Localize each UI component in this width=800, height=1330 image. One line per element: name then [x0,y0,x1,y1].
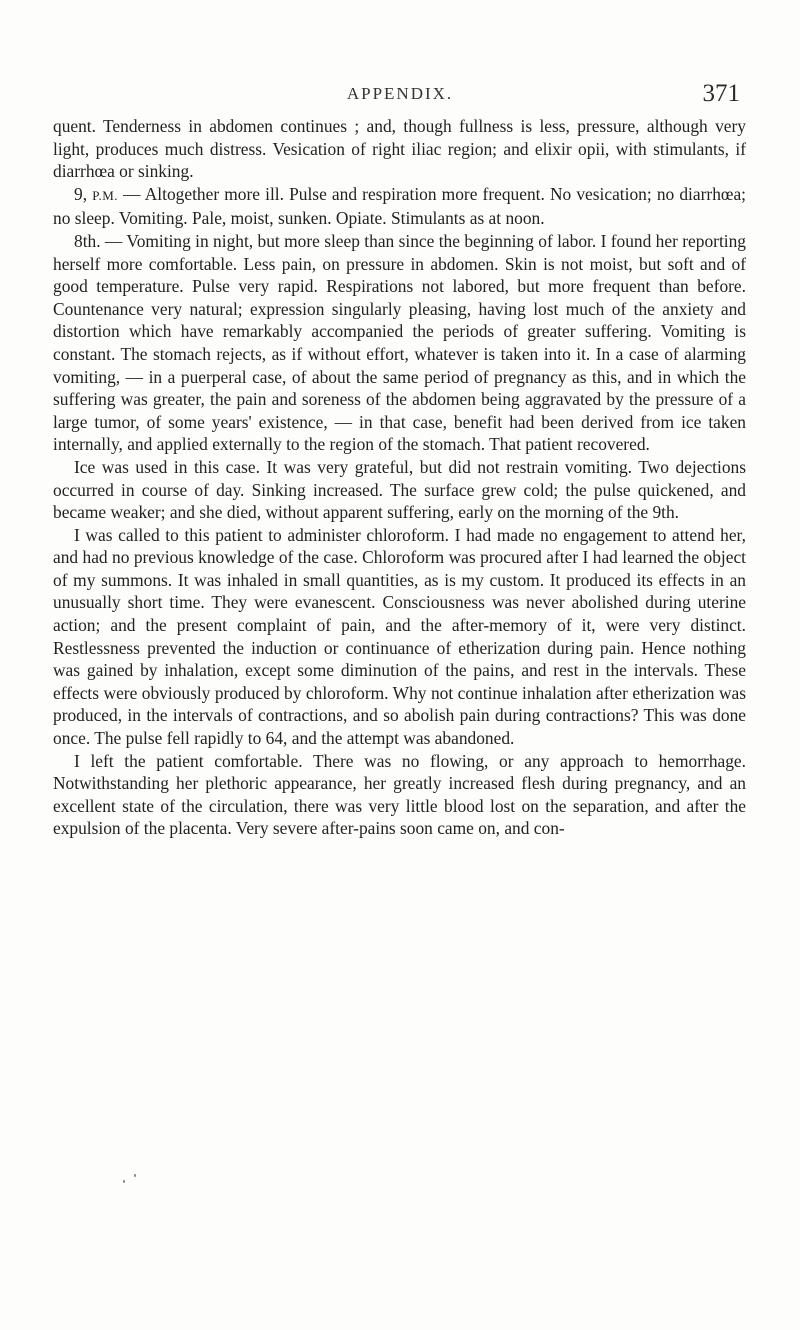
scan-speck [123,1180,125,1183]
page-number: 371 [702,80,740,107]
running-head [0,82,800,112]
paragraph-text: quent. Tenderness in abdomen continues ; and, though fullness is less, pressure, although very light, produces much distress. Vesication of right iliac region; and elixir opii, with stimulants, if diarrhœa or sinking. [53,116,746,182]
body-text [53,115,746,840]
paragraph [53,750,746,840]
paragraph-lead: 9, [74,183,93,204]
paragraph [53,456,746,524]
paragraph-text: 8th. — Vomiting in night, but more sleep than since the beginning of labor. I found her reporting herself more comfortable. Less pain, on pressure in abdomen. Skin is not moist, but soft and of good temperature. Pulse very rapid. Respirations not labored, but more frequent than before. Countenance very natural; expression singularly pleasing, having lost much of the anxiety and distortion which have remarkably accompanied the periods of greater suffering. Vomiting is constant. The stomach rejects, as if without effort, whatever is taken into it. In a case of alarming vomiting, — in a puerperal case, of about the same period of pregnancy as this, and in which the suffering was greater, the pain and soreness of the abdomen being aggravated by the pressure of a large tumor, of some years' existence, — in that case, benefit had been derived from ice taken internally, and applied externally to the region of the stomach. That patient recovered. [53,230,746,455]
time-marker: P.M. [92,187,119,203]
paragraph-text: I left the patient comfortable. There was no flowing, or any approach to hemorrhage. Notwithstanding her plethoric appearance, her greatly increased flesh during pregnancy, and an excellent state of the circulation, there was very little blood lost on the separation, and after the expulsion of the placenta. Very severe after-pains soon came on, and con- [53,750,746,839]
paragraph [53,183,746,230]
paragraph-text: Ice was used in this case. It was very grateful, but did not restrain vomiting. Two dejections occurred in course of day. Sinking increased. The surface grew cold; the pulse quickened, and became weaker; and she died, without apparent suffering, early on the morning of the 9th. [53,456,746,523]
paragraph [53,115,746,183]
running-title: APPENDIX. [346,84,454,103]
paragraph-text: — Altogether more ill. Pulse and respiration more frequent. No vesication; no diarrhœa; no sleep. Vomiting. Pale, moist, sunken. Opiate. Stimulants as at noon. [53,183,746,229]
paragraph [53,230,746,456]
paragraph-text: I was called to this patient to administer chloroform. I had made no engagement to attend her, and had no previous knowledge of the case. Chloroform was procured after I had learned the object of my summons. It was inhaled in small quantities, as is my custom. It produced its effects in an unusually short time. They were evanescent. Consciousness was never abolished during uterine action; and the present complaint of pain, and the after-memory of it, were very distinct. Restlessness prevented the induction or continuance of etherization during pain. Hence nothing was gained by inhalation, except some diminution of the pains, and rest in the intervals. These effects were obviously produced by chloroform. Why not continue inhalation after etherization was produced, in the intervals of contractions, and so abolish pain during contractions? This was done once. The pulse fell rapidly to 64, and the attempt was abandoned. [53,524,746,749]
scan-speck [134,1174,136,1177]
paragraph [53,524,746,750]
